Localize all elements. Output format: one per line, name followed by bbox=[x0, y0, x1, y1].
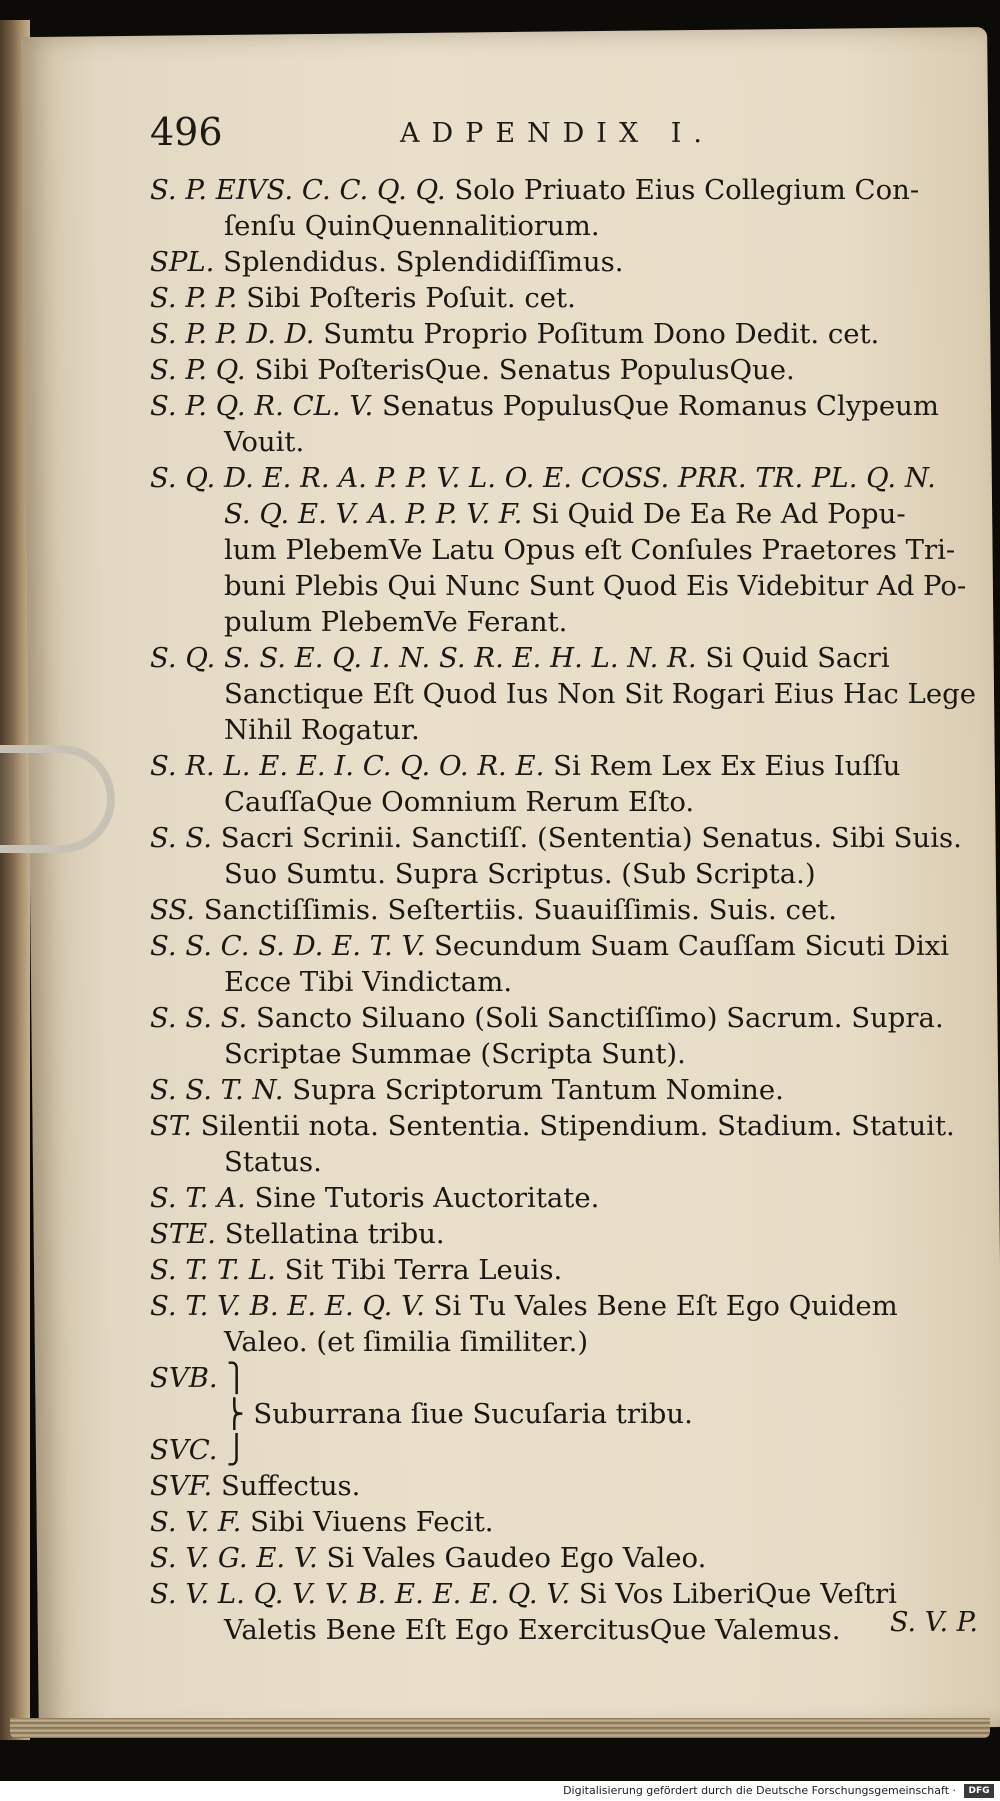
entry-expansion: Secundum Suam Cauſſam Sicuti Dixi bbox=[434, 930, 950, 962]
entry-abbreviation: SVF. bbox=[150, 1470, 213, 1502]
entry-abbreviation: S. P. EIVS. C. C. Q. Q. bbox=[150, 174, 446, 206]
abbreviation-entry bbox=[150, 748, 978, 784]
entry-abbreviation: S. V. F. bbox=[150, 1506, 242, 1538]
entry-expansion: Si Vales Gaudeo Ego Valeo. bbox=[326, 1542, 707, 1574]
entry-expansion: Valetis Bene Eſt Ego ExercitusQue Valemus. bbox=[224, 1614, 841, 1646]
abbreviation-entry bbox=[150, 316, 978, 352]
entry-expansion: Sit Tibi Terra Leuis. bbox=[284, 1254, 563, 1286]
entry-expansion: Splendidus. Splendidiſſimus. bbox=[223, 246, 624, 278]
entry-abbreviation: S. S. C. S. D. E. T. V. bbox=[150, 930, 426, 962]
dfg-logo: DFG bbox=[964, 1784, 994, 1798]
abbreviation-entry bbox=[150, 1216, 978, 1252]
abbreviation-entry bbox=[150, 1036, 978, 1072]
entry-expansion: Valeo. (et ſimilia ſimiliter.) bbox=[224, 1326, 589, 1358]
page-number: 496 bbox=[150, 110, 223, 154]
abbreviation-entry bbox=[150, 784, 978, 820]
abbreviation-entry bbox=[150, 676, 978, 712]
abbreviation-entry bbox=[150, 1000, 978, 1036]
abbreviation-entry bbox=[150, 1072, 978, 1108]
abbreviation-entry bbox=[150, 208, 978, 244]
entry-expansion: lum PlebemVe Latu Opus eſt Conſules Praetores Tri- bbox=[224, 534, 956, 566]
entry-expansion: Silentii nota. Sententia. Stipendium. Stadium. Statuit. bbox=[200, 1110, 955, 1142]
entry-abbreviation: S. P. Q. R. CL. V. bbox=[150, 390, 374, 422]
entry-expansion: Status. bbox=[224, 1146, 322, 1178]
entry-expansion: pulum PlebemVe Ferant. bbox=[224, 606, 568, 638]
abbreviation-entry bbox=[150, 712, 978, 748]
abbreviation-entry bbox=[150, 1252, 978, 1288]
entry-abbreviation: S. T. T. L. bbox=[150, 1254, 276, 1286]
abbreviation-entry bbox=[150, 928, 978, 964]
entry-expansion: Suo Sumtu. Supra Scriptus. (Sub Scripta.) bbox=[224, 858, 816, 890]
abbreviation-entry bbox=[150, 1432, 978, 1468]
entry-expansion: ⎭ bbox=[226, 1434, 247, 1466]
abbreviation-entry bbox=[150, 460, 978, 496]
entry-abbreviation: S. P. Q. bbox=[150, 354, 246, 386]
entry-expansion: Stellatina tribu. bbox=[224, 1218, 445, 1250]
entry-expansion: Sanctique Eſt Quod Ius Non Sit Rogari Eius Hac Lege bbox=[224, 678, 976, 710]
abbreviation-entry bbox=[150, 604, 978, 640]
abbreviation-entry bbox=[150, 424, 978, 460]
page-edges bbox=[10, 1718, 990, 1738]
entry-expansion: ⎫ bbox=[226, 1362, 248, 1394]
abbreviation-entry bbox=[150, 568, 978, 604]
entry-expansion: Supra Scriptorum Tantum Nomine. bbox=[292, 1074, 784, 1106]
entry-expansion: Sibi Poſteris Poſuit. cet. bbox=[246, 282, 576, 314]
entry-expansion: Senatus PopulusQue Romanus Clypeum bbox=[381, 390, 939, 422]
entry-abbreviation: S. S. S. bbox=[150, 1002, 248, 1034]
page-header bbox=[150, 110, 950, 158]
entry-expansion: Ecce Tibi Vindictam. bbox=[224, 966, 513, 998]
entry-expansion: Vouit. bbox=[224, 426, 305, 458]
entry-expansion: Sacri Scrinii. Sanctiſſ. (Sententia) Senatus. Sibi Suis. bbox=[220, 822, 962, 854]
abbreviation-entry bbox=[150, 496, 978, 532]
abbreviation-list bbox=[150, 172, 978, 1648]
entry-expansion: Solo Priuato Eius Collegium Con- bbox=[454, 174, 920, 206]
entry-expansion: Si Rem Lex Ex Eius Iuſſu bbox=[553, 750, 901, 782]
abbreviation-entry bbox=[150, 388, 978, 424]
entry-abbreviation: S. Q. E. V. A. P. P. V. F. bbox=[224, 498, 523, 530]
abbreviation-entry bbox=[150, 1540, 978, 1576]
entry-abbreviation: S. R. L. E. E. I. C. Q. O. R. E. bbox=[150, 750, 545, 782]
abbreviation-entry bbox=[150, 352, 978, 388]
bookmark-ribbon bbox=[0, 745, 115, 853]
entry-abbreviation: ST. bbox=[150, 1110, 192, 1142]
running-title: ADPENDIX I. bbox=[400, 118, 715, 149]
abbreviation-entry bbox=[150, 964, 978, 1000]
entry-abbreviation: SPL. bbox=[150, 246, 215, 278]
digitization-footer bbox=[0, 1781, 1000, 1801]
entry-expansion: Si Tu Vales Bene Eſt Ego Quidem bbox=[433, 1290, 898, 1322]
entry-expansion: Si Quid De Ea Re Ad Popu- bbox=[531, 498, 906, 530]
entry-abbreviation: S. P. P. bbox=[150, 282, 238, 314]
entry-expansion: ſenſu QuinQuennalitiorum. bbox=[224, 210, 600, 242]
entry-abbreviation: S. P. P. D. D. bbox=[150, 318, 315, 350]
footer-text: Digitalisierung gefördert durch die Deutsche Forschungsgemeinschaft · bbox=[563, 1784, 956, 1797]
entry-expansion: Sumtu Proprio Poſitum Dono Dedit. cet. bbox=[323, 318, 880, 350]
entry-expansion: Sibi Viuens Fecit. bbox=[250, 1506, 494, 1538]
abbreviation-entry bbox=[150, 1576, 978, 1612]
abbreviation-entry bbox=[150, 640, 978, 676]
entry-expansion: buni Plebis Qui Nunc Sunt Quod Eis Videbitur Ad Po- bbox=[224, 570, 967, 602]
entry-abbreviation: S. Q. D. E. R. A. P. P. V. L. O. E. COSS. PRR. TR. PL. Q. N. bbox=[150, 462, 936, 494]
abbreviation-entry bbox=[150, 244, 978, 280]
catchword: S. V. P. bbox=[890, 1607, 978, 1638]
abbreviation-entry bbox=[150, 1324, 978, 1360]
abbreviation-entry bbox=[150, 856, 978, 892]
entry-abbreviation: SS. bbox=[150, 894, 195, 926]
entry-expansion: Si Vos LiberiQue Veſtri bbox=[578, 1578, 897, 1610]
abbreviation-entry bbox=[150, 280, 978, 316]
entry-expansion: Si Quid Sacri bbox=[705, 642, 890, 674]
entry-abbreviation: S. V. L. Q. V. V. B. E. E. E. Q. V. bbox=[150, 1578, 571, 1610]
abbreviation-entry bbox=[150, 172, 978, 208]
abbreviation-entry bbox=[150, 1108, 978, 1144]
entry-expansion: CauſſaQue Oomnium Rerum Eſto. bbox=[224, 786, 695, 818]
entry-expansion: Suffectus. bbox=[221, 1470, 361, 1502]
entry-abbreviation: SVB. bbox=[150, 1362, 218, 1394]
abbreviation-entry bbox=[150, 820, 978, 856]
abbreviation-entry bbox=[150, 1468, 978, 1504]
entry-abbreviation: S. T. A. bbox=[150, 1182, 246, 1214]
entry-expansion: ⎬ Suburrana ſiue Sucuſaria tribu. bbox=[224, 1398, 693, 1430]
entry-abbreviation: S. S. T. N. bbox=[150, 1074, 284, 1106]
entry-expansion: Scriptae Summae (Scripta Sunt). bbox=[224, 1038, 686, 1070]
entry-abbreviation: SVC. bbox=[150, 1434, 218, 1466]
entry-abbreviation: S. S. bbox=[150, 822, 212, 854]
abbreviation-entry bbox=[150, 1504, 978, 1540]
entry-expansion: Sibi PoſterisQue. Senatus PopulusQue. bbox=[254, 354, 795, 386]
entry-abbreviation: S. V. G. E. V. bbox=[150, 1542, 318, 1574]
entry-abbreviation: STE. bbox=[150, 1218, 216, 1250]
abbreviation-entry bbox=[150, 1180, 978, 1216]
entry-abbreviation: S. Q. S. S. E. Q. I. N. S. R. E. H. L. N. R. bbox=[150, 642, 697, 674]
abbreviation-entry bbox=[150, 1396, 978, 1432]
abbreviation-entry bbox=[150, 1288, 978, 1324]
entry-expansion: Nihil Rogatur. bbox=[224, 714, 420, 746]
entry-expansion: Sanctiſſimis. Seſtertiis. Suauiſſimis. Suis. cet. bbox=[203, 894, 838, 926]
abbreviation-entry bbox=[150, 532, 978, 568]
entry-expansion: Sancto Siluano (Soli Sanctiſſimo) Sacrum. Supra. bbox=[256, 1002, 944, 1034]
entry-expansion: Sine Tutoris Auctoritate. bbox=[254, 1182, 600, 1214]
abbreviation-entry bbox=[150, 892, 978, 928]
abbreviation-entry bbox=[150, 1612, 978, 1648]
entry-abbreviation: S. T. V. B. E. E. Q. V. bbox=[150, 1290, 425, 1322]
abbreviation-entry bbox=[150, 1144, 978, 1180]
abbreviation-entry bbox=[150, 1360, 978, 1396]
